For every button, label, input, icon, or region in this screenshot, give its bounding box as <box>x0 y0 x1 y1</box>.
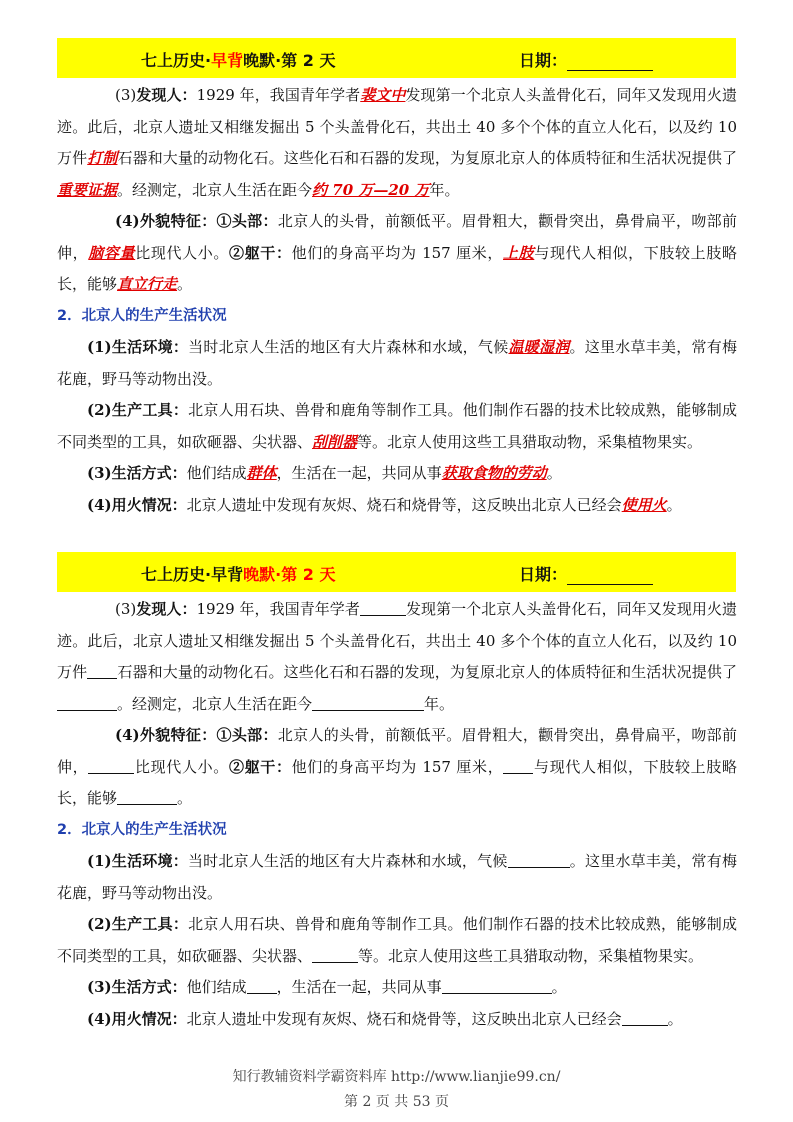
fill-blank[interactable] <box>117 788 177 805</box>
paragraph-lifestyle: (3)生活方式：他们结成 ，生活在一起，共同从事 。 <box>87 978 567 996</box>
section-heading: 2．北京人的生产生活状况 <box>57 821 227 838</box>
date-field: 日期： <box>519 562 653 585</box>
date-blank[interactable] <box>567 570 653 585</box>
paragraph-environment: (1)生活环境：当时北京人生活的地区有大片森林和水域，气候 。这里水草丰美，常有梅花鹿，野马等动物出没。 <box>57 852 737 902</box>
fill-blank[interactable] <box>312 946 358 963</box>
answered-section <box>57 80 737 521</box>
fill-blank[interactable] <box>88 757 134 774</box>
section-heading: 2．北京人的生产生活状况 <box>57 307 227 324</box>
header-title: 七上历史·早背晚默·第 2 天 <box>141 51 336 70</box>
fill-blank[interactable] <box>247 977 277 994</box>
fill-blank[interactable] <box>622 1009 668 1026</box>
paragraph-fire: (4)用火情况：北京人遗址中发现有灰烬、烧石和烧骨等，这反映出北京人已经会 。 <box>87 1009 683 1028</box>
paragraph-discoverer: (3)发现人：1929 年，我国青年学者裴文中发现第一个北京人头盖骨化石，同年又发现用火遗迹。此后，北京人遗址又相继发掘出 5 个头盖骨化石，共出土 40 多个个体的直立人化石，以及约 10 万件打制石器和大量的动物化石。这些化石和石器的发现，为复原北京人的体质特征和生活状况提供了重要证据。经测定，北京人生活在距今约 70 万—20 万年。 <box>57 86 737 199</box>
fill-blank[interactable] <box>508 851 570 868</box>
blank-section <box>57 594 737 1035</box>
fill-blank[interactable] <box>87 662 117 679</box>
fill-blank[interactable] <box>312 694 424 711</box>
header-banner-1 <box>57 38 736 78</box>
fill-blank[interactable] <box>442 977 552 994</box>
paragraph-discoverer: (3)发现人：1929 年，我国青年学者 发现第一个北京人头盖骨化石，同年又发现用火遗迹。此后，北京人遗址又相继发掘出 5 个头盖骨化石，共出土 40 多个个体的直立人化石，以及约 10 万件 石器和大量的动物化石。这些化石和石器的发现，为复原北京人的体质特征和生活状况提供了。经测定，北京人生活在距今 年。 <box>57 600 737 713</box>
header-banner-2 <box>57 552 736 592</box>
date-blank[interactable] <box>567 56 653 71</box>
fill-blank[interactable] <box>57 694 117 711</box>
fill-blank[interactable] <box>360 599 406 616</box>
paragraph-tools: (2)生产工具：北京人用石块、兽骨和鹿角等制作工具。他们制作石器的技术比较成熟，能够制成不同类型的工具，如砍砸器、尖状器、刮削器等。北京人使用这些工具猎取动物，采集植物果实。 <box>57 401 737 451</box>
footer-page-number: 第 2 页 共 53 页 <box>344 1094 449 1110</box>
paragraph-tools: (2)生产工具：北京人用石块、兽骨和鹿角等制作工具。他们制作石器的技术比较成熟，能够制成不同类型的工具，如砍砸器、尖状器、 等。北京人使用这些工具猎取动物，采集植物果实。 <box>57 915 737 965</box>
paragraph-environment: (1)生活环境：当时北京人生活的地区有大片森林和水域，气候温暖湿润。这里水草丰美，常有梅花鹿，野马等动物出没。 <box>57 338 737 388</box>
paragraph-lifestyle: (3)生活方式：他们结成群体，生活在一起，共同从事获取食物的劳动。 <box>87 464 562 482</box>
header-title: 七上历史·早背晚默·第 2 天 <box>141 565 336 584</box>
footer-site: 知行教辅资料学霸资料库 http://www.lianjie99.cn/ <box>232 1069 561 1085</box>
date-field: 日期： <box>519 48 653 71</box>
paragraph-appearance: (4)外貌特征：①头部：北京人的头骨，前额低平。眉骨粗大，颧骨突出，鼻骨扁平，吻部前伸， 比现代人小。②躯干：他们的身高平均为 157 厘米， 与现代人相似，下肢较上肢略长，能够 。 <box>57 726 737 807</box>
fill-blank[interactable] <box>503 757 533 774</box>
paragraph-appearance: (4)外貌特征：①头部：北京人的头骨，前额低平。眉骨粗大，颧骨突出，鼻骨扁平，吻部前伸，脑容量比现代人小。②躯干：他们的身高平均为 157 厘米，上肢与现代人相似，下肢较上肢略长，能够直立行走。 <box>57 212 737 293</box>
paragraph-fire: (4)用火情况：北京人遗址中发现有灰烬、烧石和烧骨等，这反映出北京人已经会使用火。 <box>87 495 682 514</box>
